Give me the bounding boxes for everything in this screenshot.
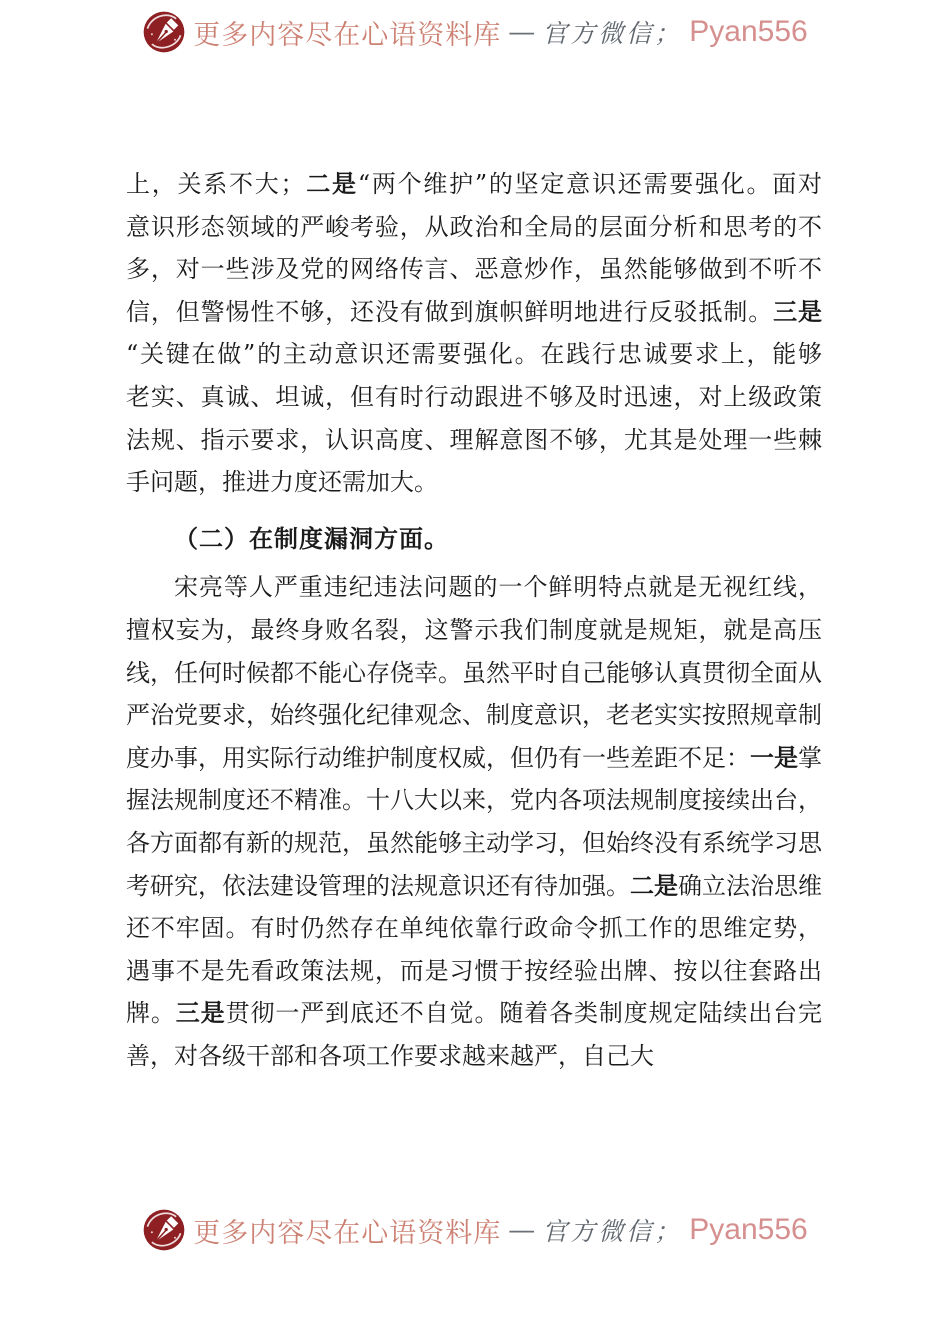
text-line: 多，对一些涉及党的网络传言、恶意炒作，虽然能够做到不听不 <box>126 255 822 284</box>
text-line: 善，对各级干部和各项工作要求越来越严，自己大 <box>126 1041 654 1070</box>
pen-circle-logo-icon <box>142 1208 186 1252</box>
document-body <box>126 163 822 1077</box>
footer-watermark <box>0 1208 950 1252</box>
text-line: 严治党要求，始终强化纪律观念、制度意识，老老实实按照规章制 <box>126 701 822 730</box>
pen-circle-logo-icon <box>142 10 186 54</box>
text-line: 度办事，用实际行动维护制度权威，但仍有一些差距不足：一是掌 <box>126 742 822 772</box>
wechat-id: Pyan556 <box>689 1213 808 1246</box>
text-line: 考研究，依法建设管理的法规意识还有待加强。二是确立法治思维 <box>126 870 822 900</box>
paragraph <box>126 566 822 1077</box>
text-line: 手问题，推进力度还需加大。 <box>126 468 438 497</box>
text-line: 法规、指示要求，认识高度、理解意图不够，尤其是处理一些棘 <box>126 425 822 454</box>
text-line: 老实、真诚、坦诚，但有时行动跟进不够及时迅速，对上级政策 <box>126 382 822 411</box>
wechat-label: 官方微信； <box>542 1217 683 1246</box>
wechat-id: Pyan556 <box>689 15 808 48</box>
text-line: 线，任何时候都不能心存侥幸。虽然平时自己能够认真贯彻全面从 <box>126 658 822 687</box>
text-line: 各方面都有新的规范，虽然能够主动学习，但始终没有系统学习思 <box>126 828 822 857</box>
text-line: “关键在做”的主动意识还需要强化。在践行忠诚要求上，能够 <box>126 340 822 369</box>
text-line: 还不牢固。有时仍然存在单纯依靠行政命令抓工作的思维定势， <box>126 914 822 943</box>
text-line: 擅权妄为，最终身败名裂，这警示我们制度就是规矩，就是高压 <box>126 615 822 644</box>
brand-separator: — <box>508 1214 536 1246</box>
text-line: 上，关系不大；二是“两个维护”的坚定意识还需要强化。面对 <box>126 169 823 198</box>
section-heading <box>126 518 822 561</box>
text-line: 握法规制度还不精准。十八大以来，党内各项法规制度接续出台， <box>126 786 822 815</box>
brand-text: 更多内容尽在心语资料库 <box>193 1217 502 1249</box>
text-line: 牌。三是贯彻一严到底还不自觉。随着各类制度规定陆续出台完 <box>126 998 823 1028</box>
brand-separator: — <box>508 16 536 48</box>
wechat-label: 官方微信； <box>542 19 683 48</box>
text-line: （二）在制度漏洞方面。 <box>174 523 449 553</box>
text-line: 意识形态领域的严峻考验，从政治和全局的层面分析和思考的不 <box>126 212 822 241</box>
header-watermark <box>0 10 950 54</box>
text-line: 遇事不是先看政策法规，而是习惯于按经验出牌、按以往套路出 <box>126 956 822 985</box>
brand-text: 更多内容尽在心语资料库 <box>193 19 502 51</box>
text-line: 宋亮等人严重违纪违法问题的一个鲜明特点就是无视红线， <box>174 573 822 602</box>
paragraph <box>126 163 822 504</box>
text-line: 信，但警惕性不够，还没有做到旗帜鲜明地进行反驳抵制。三是 <box>126 296 822 326</box>
